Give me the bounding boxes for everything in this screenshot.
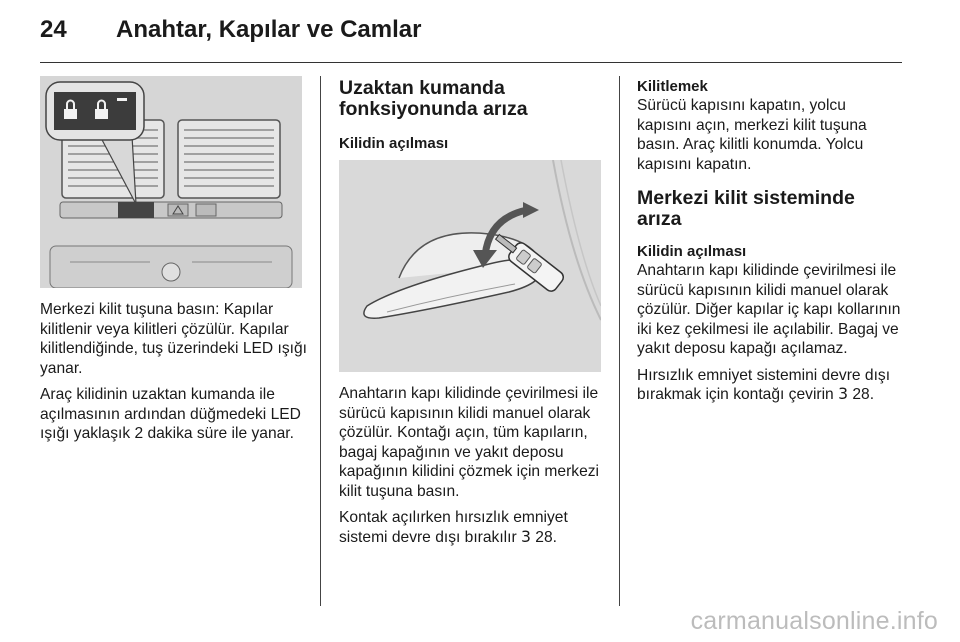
page-number: 24 — [40, 16, 67, 43]
watermark: carmanualsonline.info — [690, 607, 938, 635]
column-divider — [320, 76, 321, 606]
column-1-text — [40, 300, 308, 451]
section-title-line: fonksiyonunda arıza — [339, 98, 528, 120]
page-reference-link[interactable]: 28. — [852, 386, 875, 403]
subheading: Kilidin açılması — [637, 243, 747, 260]
subheading: Kilitlemek — [637, 78, 708, 95]
paragraph: Araç kilidinin uzaktan kumanda ile açılmasının ardından düğmedeki LED ışığı yaklaşık 2 dakika süre ile yanar. — [40, 386, 301, 442]
section-title: Merkezi kilit sisteminde arıza — [637, 187, 855, 230]
paragraph-text: Hırsızlık emniyet sistemini devre dışı bırakmak için kontağı çevirin — [637, 366, 891, 403]
paragraph — [637, 366, 903, 405]
key-in-door-lock-illustration — [339, 160, 601, 372]
cross-reference-icon: 3 — [838, 385, 848, 403]
paragraph — [339, 508, 607, 547]
cross-reference-icon: 3 — [521, 527, 531, 546]
section-heading-block — [339, 78, 607, 153]
page-title: Anahtar, Kapılar ve Camlar — [116, 16, 422, 43]
column-2-text — [339, 384, 607, 554]
header-rule — [40, 62, 902, 63]
paragraph-text: Kontak açılırken hırsızlık emniyet sistemi devre dışı bırakılır — [339, 509, 568, 546]
column-divider — [619, 76, 620, 606]
column-3-text — [637, 77, 903, 412]
section-title-line: Uzaktan kumanda — [339, 77, 505, 99]
paragraph: Sürücü kapısını kapatın, yolcu kapısını açın, merkezi kilit tuşuna basın. Araç kilitli konumda. Yolcu kapısını kapatın. — [637, 97, 867, 173]
page-reference-link[interactable]: 28. — [535, 528, 557, 546]
paragraph: Anahtarın kapı kilidinde çevirilmesi ile sürücü kapısının kilidi manuel olarak çözülür. Diğer kapılar iç kapı kollarının iki kez çekilmesi ile açılabilir. Bagaj ve yakıt deposu kapağı açılamaz. — [637, 262, 901, 357]
section-title — [339, 78, 607, 120]
paragraph: Merkezi kilit tuşuna basın: Kapılar kilitlenir veya kilitleri çözülür. Kapılar kilitlendiğinde, tuş üzerindeki LED ışığı yanar. — [40, 301, 307, 377]
dashboard-lock-buttons-illustration — [40, 76, 302, 288]
paragraph: Anahtarın kapı kilidinde çevirilmesi ile sürücü kapısının kilidi manuel olarak çözülür. Kontağı açın, tüm kapıların, bagaj kapağının ve yakıt deposu kapağının kilidini çözmek için merkezi kilit tuşuna basın. — [339, 385, 599, 500]
subheading: Kilidin açılması — [339, 135, 449, 152]
